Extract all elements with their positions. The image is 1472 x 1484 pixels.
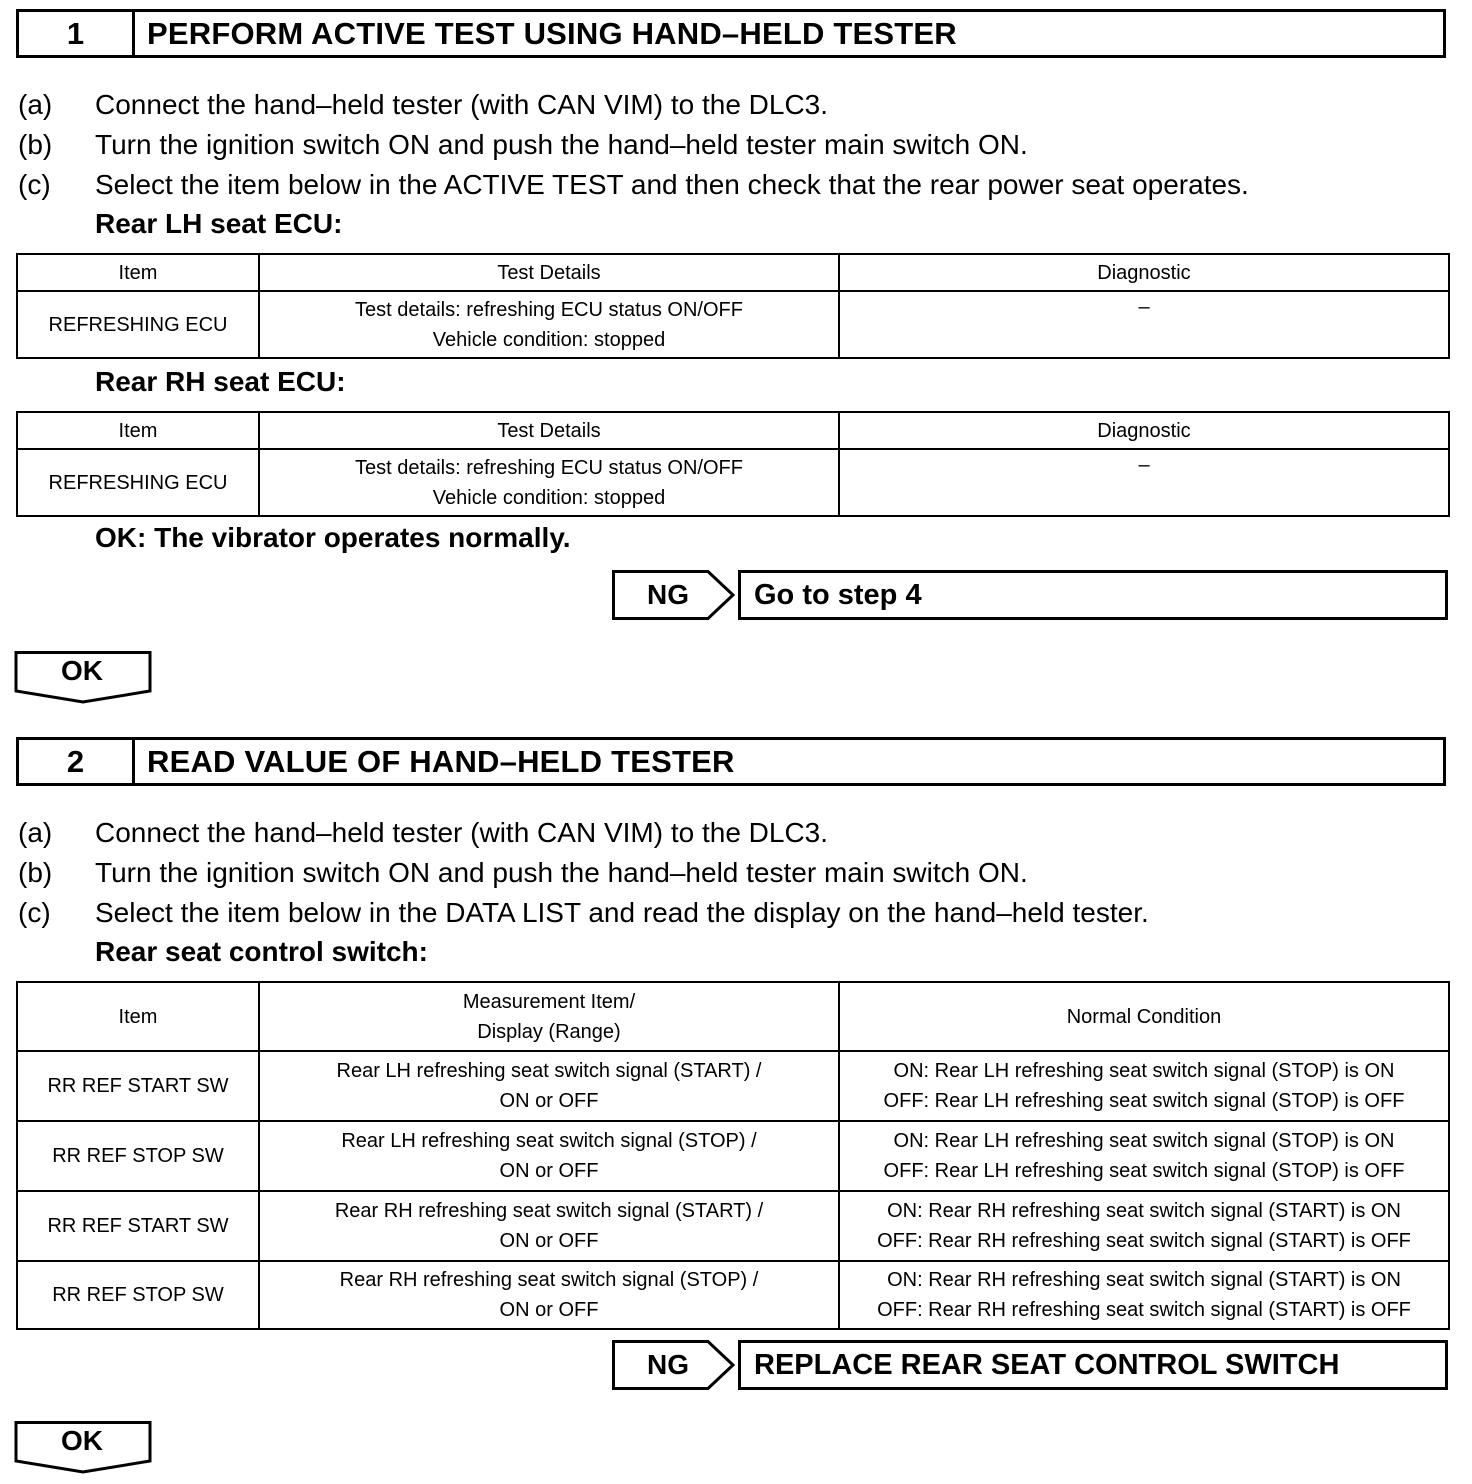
column-header: [259, 982, 839, 1051]
instruction-label: (a): [18, 817, 53, 848]
instruction-label: (c): [18, 169, 51, 200]
details-line: Test details: refreshing ECU status ON/OFF: [355, 456, 743, 479]
instruction-text: Connect the hand–held tester (with CAN VIM) to the DLC3.: [95, 89, 829, 120]
item-cell: RR REF START SW: [17, 1191, 259, 1261]
step-1-instructions: [18, 85, 1249, 205]
cell-line: Rear RH refreshing seat switch signal (START) /: [334, 1200, 764, 1222]
normal-condition-cell: [839, 1121, 1449, 1191]
table-row: [17, 291, 1449, 358]
instruction-label: (b): [18, 857, 53, 888]
column-header: Item: [17, 254, 259, 291]
rear-seat-control-switch-heading: Rear seat control switch:: [95, 936, 428, 967]
column-header: Test Details: [259, 254, 839, 291]
table-header-row: [17, 982, 1449, 1051]
instruction-text: Connect the hand–held tester (with CAN VIM) to the DLC3.: [95, 817, 829, 848]
cell-line: OFF: Rear RH refreshing seat switch signal (START) is OFF: [877, 1230, 1411, 1252]
header-line: Display (Range): [477, 1020, 621, 1043]
cell-line: Rear LH refreshing seat switch signal (STOP) /: [341, 1130, 757, 1152]
ok-branch-arrow: [14, 651, 154, 705]
cell-line: ON or OFF: [499, 1090, 599, 1112]
rear-rh-ecu-heading: Rear RH seat ECU:: [95, 366, 346, 397]
instruction-item: [18, 165, 1249, 205]
instruction-label: (b): [18, 129, 53, 160]
step-2-header: [16, 737, 1446, 786]
cell-line: OFF: Rear RH refreshing seat switch signal (START) is OFF: [877, 1299, 1411, 1321]
cell-line: ON: Rear RH refreshing seat switch signal (START) is ON: [887, 1200, 1401, 1222]
measurement-cell: [259, 1261, 839, 1329]
step-2-instructions: [18, 813, 1149, 933]
step-title: PERFORM ACTIVE TEST USING HAND–HELD TESTER: [147, 15, 957, 51]
ng-label: NG: [647, 1349, 689, 1380]
item-cell: RR REF STOP SW: [17, 1261, 259, 1329]
column-header: Test Details: [259, 412, 839, 449]
column-header: Diagnostic: [839, 254, 1449, 291]
cell-line: ON or OFF: [499, 1230, 599, 1252]
ng-branch: [612, 570, 1448, 620]
instruction-item: [18, 853, 1149, 893]
normal-condition-cell: [839, 1051, 1449, 1121]
normal-condition-cell: [839, 1191, 1449, 1261]
ok-label: OK: [61, 655, 103, 686]
instruction-label: (c): [18, 897, 51, 928]
item-cell: REFRESHING ECU: [17, 291, 259, 358]
table-row: [17, 1051, 1449, 1121]
details-line: Vehicle condition: stopped: [432, 328, 666, 351]
details-cell: [259, 449, 839, 516]
measurement-cell: [259, 1051, 839, 1121]
ng-target-box: REPLACE REAR SEAT CONTROL SWITCH: [738, 1340, 1448, 1390]
header-line: Measurement Item/: [462, 990, 636, 1013]
ng-target-box: Go to step 4: [738, 570, 1448, 620]
item-cell: RR REF START SW: [17, 1051, 259, 1121]
instruction-item: [18, 85, 1249, 125]
column-header: Diagnostic: [839, 412, 1449, 449]
instruction-item: [18, 125, 1249, 165]
ok-label: OK: [61, 1425, 103, 1456]
table-header-row: [17, 254, 1449, 291]
item-cell: RR REF STOP SW: [17, 1121, 259, 1191]
step-1-header: [16, 9, 1446, 58]
diagnostic-cell: –: [839, 449, 1449, 516]
instruction-item: [18, 813, 1149, 853]
details-line: Test details: refreshing ECU status ON/OFF: [355, 298, 743, 321]
table-row: [17, 1261, 1449, 1329]
instruction-text: Turn the ignition switch ON and push the hand–held tester main switch ON.: [95, 857, 1028, 888]
table-row: [17, 449, 1449, 516]
details-line: Vehicle condition: stopped: [432, 486, 666, 509]
cell-line: ON: Rear LH refreshing seat switch signal (STOP) is ON: [893, 1060, 1395, 1082]
details-cell: [259, 291, 839, 358]
step-number: 2: [19, 740, 135, 783]
instruction-label: (a): [18, 89, 53, 120]
cell-line: Rear RH refreshing seat switch signal (STOP) /: [339, 1269, 759, 1291]
table-row: [17, 1191, 1449, 1261]
ng-label: NG: [647, 579, 689, 610]
rear-rh-active-test-table: [16, 411, 1450, 517]
ok-branch-arrow: [14, 1421, 154, 1475]
item-cell: REFRESHING ECU: [17, 449, 259, 516]
cell-line: OFF: Rear LH refreshing seat switch signal (STOP) is OFF: [883, 1090, 1405, 1112]
ok-condition: OK: The vibrator operates normally.: [95, 522, 571, 553]
column-header: Item: [17, 982, 259, 1051]
cell-line: ON or OFF: [499, 1299, 599, 1321]
normal-condition-cell: [839, 1261, 1449, 1329]
cell-line: OFF: Rear LH refreshing seat switch signal (STOP) is OFF: [883, 1160, 1405, 1182]
cell-line: ON: Rear LH refreshing seat switch signal (STOP) is ON: [893, 1130, 1395, 1152]
column-header: Normal Condition: [839, 982, 1449, 1051]
rear-lh-active-test-table: [16, 253, 1450, 359]
measurement-cell: [259, 1121, 839, 1191]
table-row: [17, 1121, 1449, 1191]
column-header: Item: [17, 412, 259, 449]
measurement-cell: [259, 1191, 839, 1261]
instruction-text: Select the item below in the DATA LIST and read the display on the hand–held tester.: [95, 897, 1149, 928]
step-number: 1: [19, 12, 135, 55]
cell-line: ON or OFF: [499, 1160, 599, 1182]
ng-branch: [612, 1340, 1448, 1390]
instruction-text: Turn the ignition switch ON and push the hand–held tester main switch ON.: [95, 129, 1028, 160]
step-title: READ VALUE OF HAND–HELD TESTER: [147, 743, 735, 779]
table-header-row: [17, 412, 1449, 449]
cell-line: ON: Rear RH refreshing seat switch signal (START) is ON: [887, 1269, 1401, 1291]
rear-lh-ecu-heading: Rear LH seat ECU:: [95, 208, 343, 239]
instruction-item: [18, 893, 1149, 933]
instruction-text: Select the item below in the ACTIVE TEST and then check that the rear power seat operates.: [95, 169, 1249, 200]
diagnostic-cell: –: [839, 291, 1449, 358]
cell-line: Rear LH refreshing seat switch signal (START) /: [336, 1060, 762, 1082]
data-list-table: [16, 981, 1450, 1330]
